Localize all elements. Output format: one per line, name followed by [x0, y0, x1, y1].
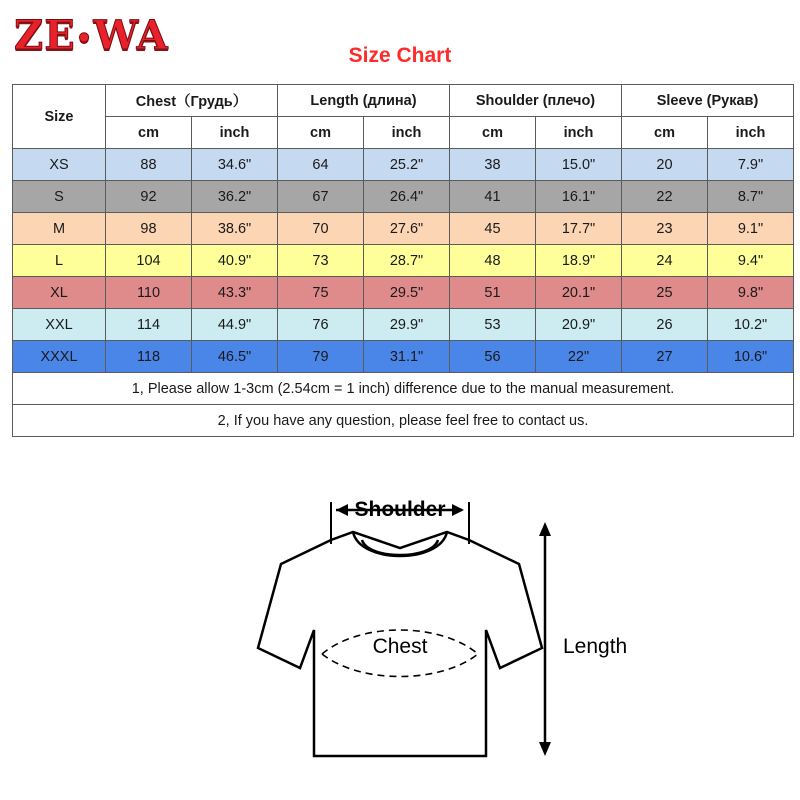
table-cell: 51 — [450, 277, 536, 309]
brand-left: ZE — [14, 12, 76, 59]
table-cell: 98 — [106, 213, 192, 245]
table-cell: 25 — [622, 277, 708, 309]
note-row — [13, 373, 794, 405]
brand-dot: • — [75, 24, 94, 54]
table-cell: 48 — [450, 245, 536, 277]
table-cell: 56 — [450, 341, 536, 373]
brand-right: WA — [93, 12, 169, 59]
note-text: 2, If you have any question, please feel free to contact us. — [13, 405, 794, 437]
table-notes — [13, 373, 794, 437]
table-cell: 16.1" — [536, 181, 622, 213]
row-size-label: XXL — [13, 309, 106, 341]
header-size: Size — [13, 85, 106, 149]
row-size-label: XS — [13, 149, 106, 181]
table-cell: 110 — [106, 277, 192, 309]
row-size-label: S — [13, 181, 106, 213]
table-cell: 45 — [450, 213, 536, 245]
table-cell: 118 — [106, 341, 192, 373]
table-cell: 36.2" — [192, 181, 278, 213]
size-chart-table-wrap — [12, 84, 788, 437]
table-cell: 27.6" — [364, 213, 450, 245]
header-chest-cm: cm — [106, 117, 192, 149]
table-row — [13, 181, 794, 213]
row-size-label: XL — [13, 277, 106, 309]
table-cell: 64 — [278, 149, 364, 181]
table-row — [13, 341, 794, 373]
table-cell: 10.6" — [708, 341, 794, 373]
table-cell: 23 — [622, 213, 708, 245]
table-cell: 79 — [278, 341, 364, 373]
note-row — [13, 405, 794, 437]
table-cell: 92 — [106, 181, 192, 213]
table-cell: 34.6" — [192, 149, 278, 181]
header-length-inch: inch — [364, 117, 450, 149]
table-cell: 17.7" — [536, 213, 622, 245]
table-cell: 15.0" — [536, 149, 622, 181]
header-shoulder-inch: inch — [536, 117, 622, 149]
table-header-row-units — [13, 117, 794, 149]
table-header-row-groups — [13, 85, 794, 117]
table-cell: 18.9" — [536, 245, 622, 277]
table-cell: 9.8" — [708, 277, 794, 309]
table-cell: 44.9" — [192, 309, 278, 341]
table-cell: 20.9" — [536, 309, 622, 341]
size-chart-table — [12, 84, 794, 437]
header-group-shoulder: Shoulder (плечо) — [450, 85, 622, 117]
table-cell: 9.1" — [708, 213, 794, 245]
table-cell: 38.6" — [192, 213, 278, 245]
table-row — [13, 309, 794, 341]
header-group-length: Length (длина) — [278, 85, 450, 117]
table-cell: 24 — [622, 245, 708, 277]
header-chest-inch: inch — [192, 117, 278, 149]
page-title: Size Chart — [348, 44, 452, 67]
table-row — [13, 277, 794, 309]
table-cell: 31.1" — [364, 341, 450, 373]
header-sleeve-inch: inch — [708, 117, 794, 149]
table-cell: 53 — [450, 309, 536, 341]
table-cell: 22" — [536, 341, 622, 373]
table-cell: 9.4" — [708, 245, 794, 277]
table-cell: 29.9" — [364, 309, 450, 341]
table-cell: 29.5" — [364, 277, 450, 309]
tshirt-svg — [0, 488, 800, 800]
table-cell: 75 — [278, 277, 364, 309]
table-cell: 104 — [106, 245, 192, 277]
table-cell: 70 — [278, 213, 364, 245]
row-size-label: XXXL — [13, 341, 106, 373]
header-sleeve-cm: cm — [622, 117, 708, 149]
table-cell: 20.1" — [536, 277, 622, 309]
table-row — [13, 245, 794, 277]
table-cell: 41 — [450, 181, 536, 213]
table-cell: 73 — [278, 245, 364, 277]
row-size-label: L — [13, 245, 106, 277]
header-group-sleeve: Sleeve (Рукав) — [622, 85, 794, 117]
table-cell: 67 — [278, 181, 364, 213]
table-cell: 10.2" — [708, 309, 794, 341]
table-cell: 88 — [106, 149, 192, 181]
table-header — [13, 85, 794, 149]
note-text: 1, Please allow 1-3cm (2.54cm = 1 inch) difference due to the manual measurement. — [13, 373, 794, 405]
table-row — [13, 149, 794, 181]
table-cell: 28.7" — [364, 245, 450, 277]
table-cell: 20 — [622, 149, 708, 181]
table-cell: 27 — [622, 341, 708, 373]
chest-label: Chest — [372, 635, 428, 658]
shoulder-label: Shoulder — [354, 498, 446, 521]
header-group-chest: Chest（Грудь） — [106, 85, 278, 117]
table-cell: 46.5" — [192, 341, 278, 373]
table-row — [13, 213, 794, 245]
table-cell: 7.9" — [708, 149, 794, 181]
header-shoulder-cm: cm — [450, 117, 536, 149]
table-cell: 25.2" — [364, 149, 450, 181]
table-cell: 76 — [278, 309, 364, 341]
row-size-label: M — [13, 213, 106, 245]
table-body — [13, 149, 794, 373]
table-cell: 38 — [450, 149, 536, 181]
header-length-cm: cm — [278, 117, 364, 149]
table-cell: 26 — [622, 309, 708, 341]
length-label: Length — [563, 635, 628, 658]
table-cell: 43.3" — [192, 277, 278, 309]
table-cell: 8.7" — [708, 181, 794, 213]
table-cell: 114 — [106, 309, 192, 341]
table-cell: 22 — [622, 181, 708, 213]
tshirt-measurement-diagram — [0, 488, 800, 800]
table-cell: 40.9" — [192, 245, 278, 277]
table-cell: 26.4" — [364, 181, 450, 213]
